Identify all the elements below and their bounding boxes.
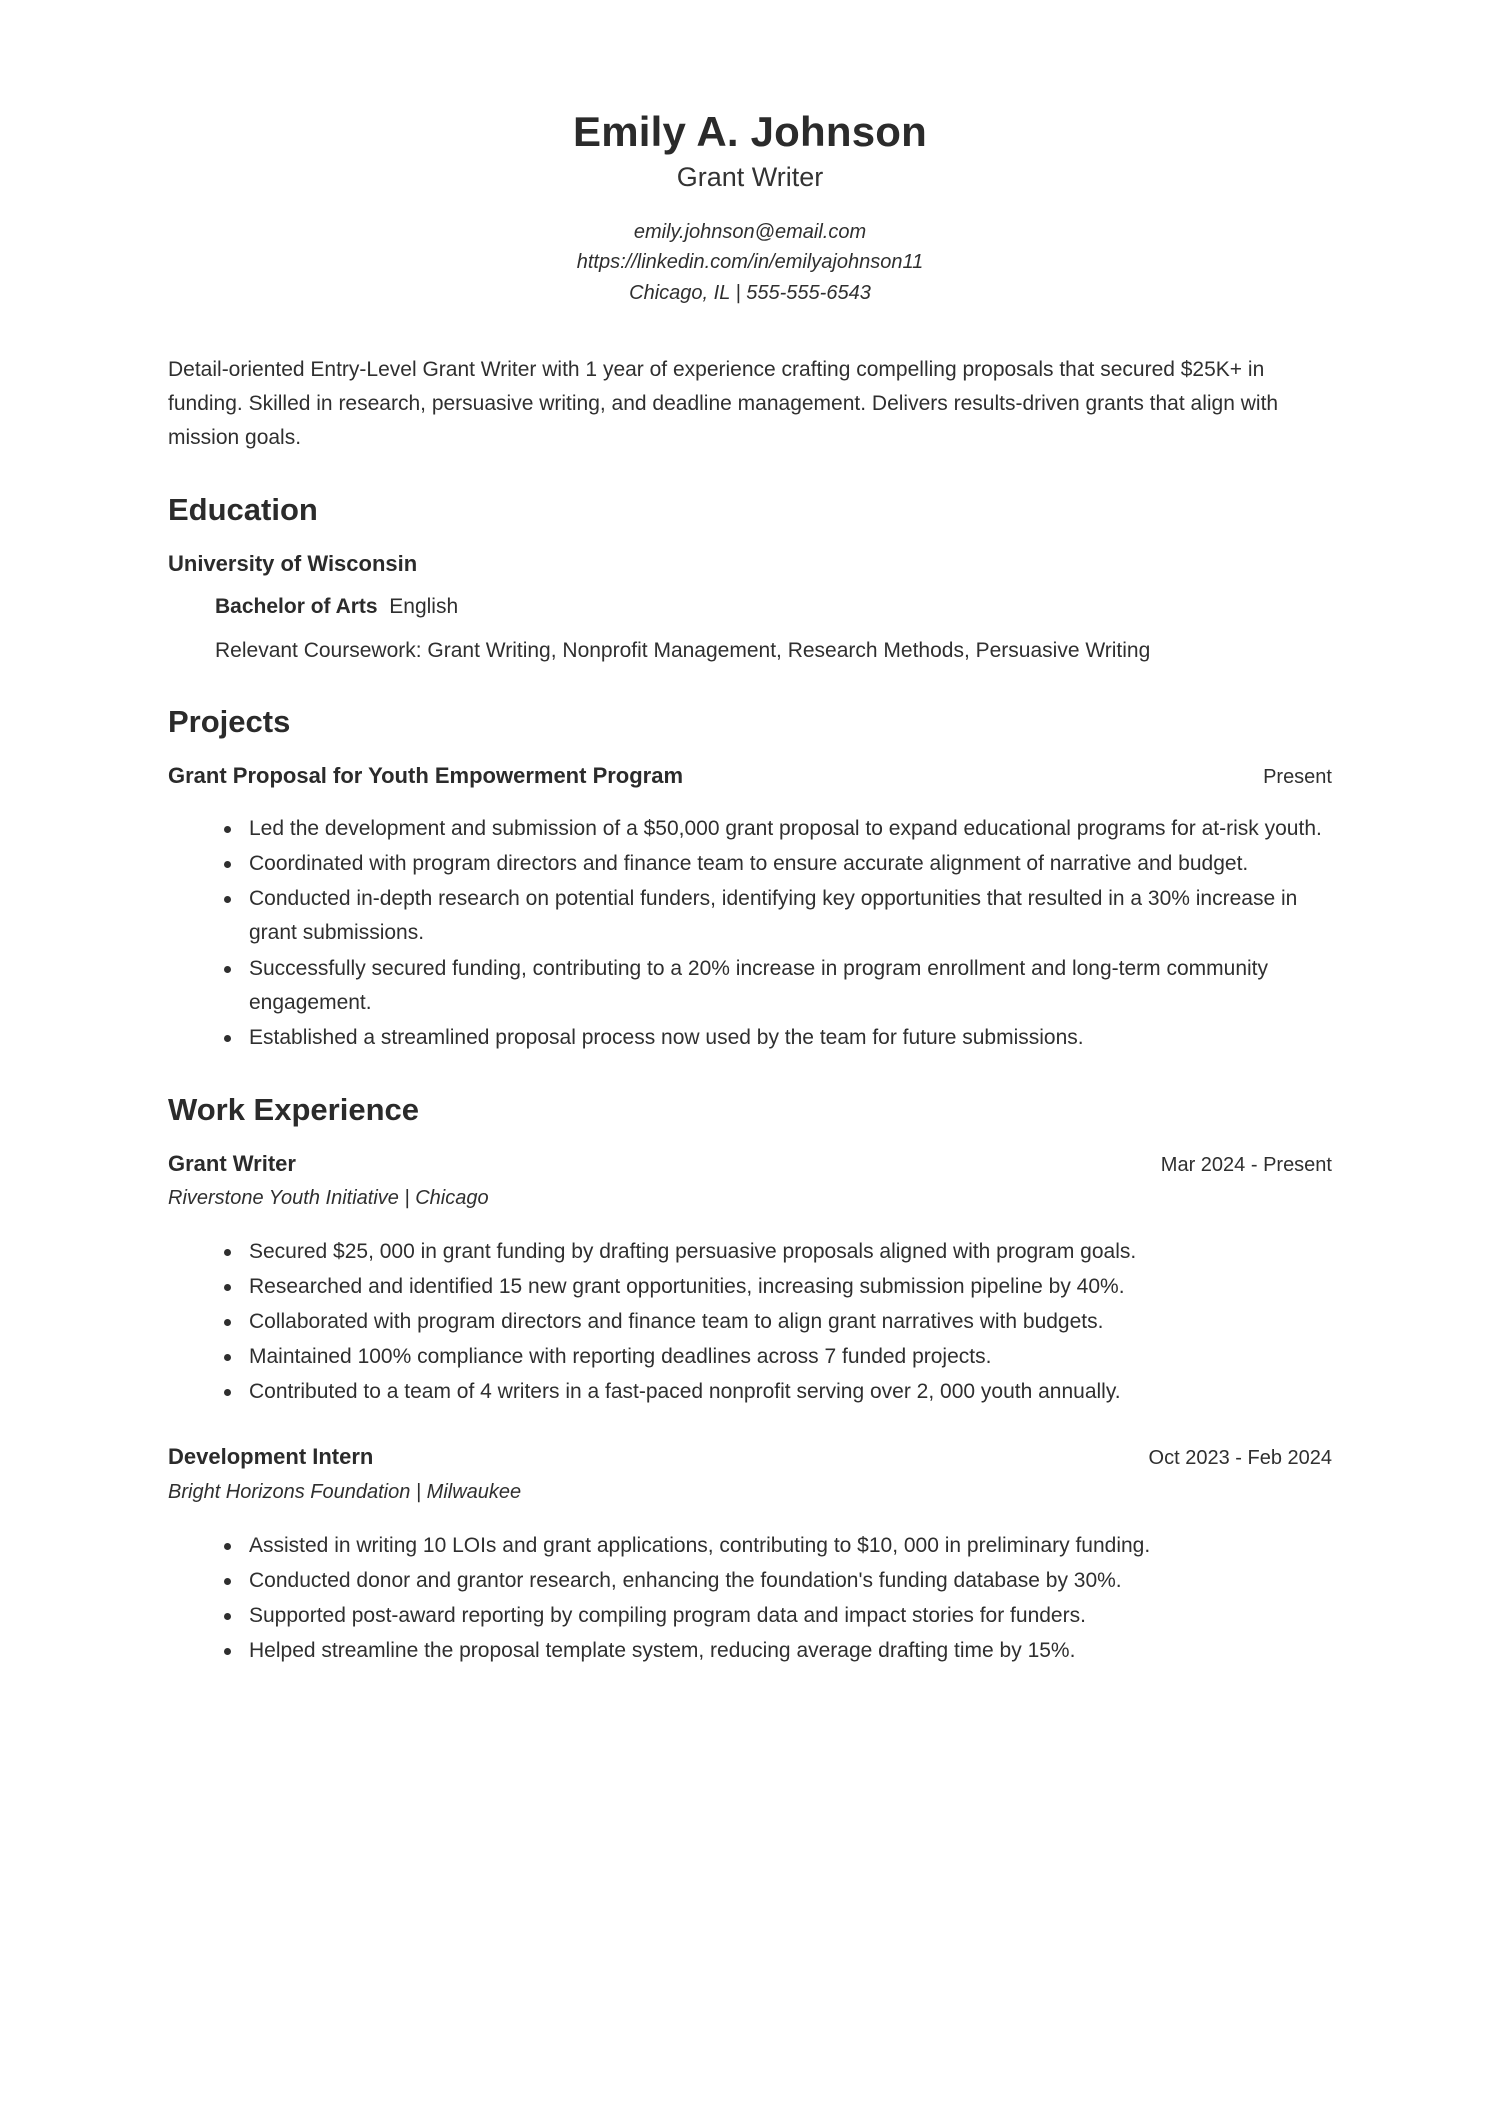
- candidate-job-title: Grant Writer: [676, 162, 824, 193]
- list-item: Successfully secured funding, contributing to a 20% increase in program enrollment and long-term community engagement.: [222, 952, 1332, 1020]
- list-item: Conducted donor and grantor research, enhancing the foundation's funding database by 30%.: [222, 1564, 1332, 1598]
- list-item: Secured $25, 000 in grant funding by drafting persuasive proposals aligned with program goals.: [222, 1235, 1332, 1269]
- work-entry-header: [168, 1150, 1332, 1179]
- section-heading-work-experience: Work Experience: [168, 1091, 419, 1127]
- resume-header: [168, 0, 1332, 308]
- list-item: Conducted in-depth research on potential funders, identifying key opportunities that resulted in a 30% increase in grant submissions.: [222, 882, 1332, 950]
- entry-spacer: [168, 1413, 1332, 1443]
- contact-linkedin[interactable]: https://linkedin.com/in/emilyajohnson11: [576, 251, 924, 274]
- education-coursework: Relevant Coursework: Grant Writing, Nonprofit Management, Research Methods, Persuasive Writing: [215, 639, 1151, 663]
- list-item: Coordinated with program directors and finance team to ensure accurate alignment of narrative and budget.: [222, 847, 1332, 881]
- list-item: Led the development and submission of a $50,000 grant proposal to expand educational programs for at-risk youth.: [222, 812, 1332, 846]
- education-degree: Bachelor of Arts: [215, 594, 378, 618]
- work-date-range: Oct 2023 - Feb 2024: [1148, 1447, 1332, 1470]
- work-entry: [168, 1150, 1332, 1410]
- contact-location-phone: Chicago, IL | 555-555-6543: [629, 281, 871, 304]
- education-field: English: [389, 594, 459, 618]
- education-organization: University of Wisconsin: [168, 551, 418, 577]
- work-date-range: Mar 2024 - Present: [1160, 1153, 1332, 1176]
- work-company-location: Riverstone Youth Initiative | Chicago: [168, 1187, 489, 1210]
- education-entry: [168, 550, 1332, 666]
- list-item: Supported post-award reporting by compiling program data and impact stories for funders.: [222, 1599, 1332, 1633]
- contact-block: [168, 217, 1332, 308]
- list-item: Maintained 100% compliance with reporting deadlines across 7 funded projects.: [222, 1340, 1332, 1374]
- list-item: Collaborated with program directors and finance team to align grant narratives with budgets.: [222, 1305, 1332, 1339]
- work-company-location: Bright Horizons Foundation | Milwaukee: [168, 1481, 522, 1503]
- section-education: [168, 491, 1332, 667]
- project-entry-header: [168, 762, 1332, 791]
- work-entry-header: [168, 1443, 1332, 1472]
- contact-email[interactable]: emily.johnson@email.com: [633, 220, 867, 243]
- work-job-title: Grant Writer: [168, 1150, 296, 1176]
- project-date: Present: [1263, 765, 1332, 788]
- section-heading-education: Education: [168, 492, 318, 527]
- section-work-experience: [168, 1091, 1332, 1669]
- work-job-title: Development Intern: [168, 1444, 374, 1470]
- project-title: Grant Proposal for Youth Empowerment Program: [168, 762, 684, 788]
- professional-summary: Detail-oriented Entry-Level Grant Writer with 1 year of experience crafting compelling proposals that secured $25K+ in funding. Skilled in research, persuasive writing, and deadline management. Delivers results-driven grants that align with mission goals.: [168, 357, 1279, 449]
- list-item: Contributed to a team of 4 writers in a fast-paced nonprofit serving over 2, 000 youth annually.: [222, 1375, 1332, 1409]
- work-bullet-list: [168, 1529, 1332, 1668]
- work-entry: [168, 1443, 1332, 1668]
- list-item: Helped streamline the proposal template system, reducing average drafting time by 15%.: [222, 1634, 1332, 1668]
- project-bullet-list: [168, 812, 1332, 1054]
- work-bullet-list: [168, 1235, 1332, 1409]
- section-projects: [168, 703, 1332, 1055]
- project-entry: [168, 762, 1332, 1055]
- section-heading-projects: Projects: [168, 703, 291, 739]
- list-item: Assisted in writing 10 LOIs and grant applications, contributing to $10, 000 in preliminary funding.: [222, 1529, 1332, 1563]
- candidate-name: Emily A. Johnson: [572, 108, 928, 155]
- list-item: Established a streamlined proposal process now used by the team for future submissions.: [222, 1021, 1332, 1055]
- list-item: Researched and identified 15 new grant opportunities, increasing submission pipeline by 40%.: [222, 1270, 1332, 1304]
- education-details: [168, 592, 1332, 667]
- education-degree-line: [215, 592, 1332, 622]
